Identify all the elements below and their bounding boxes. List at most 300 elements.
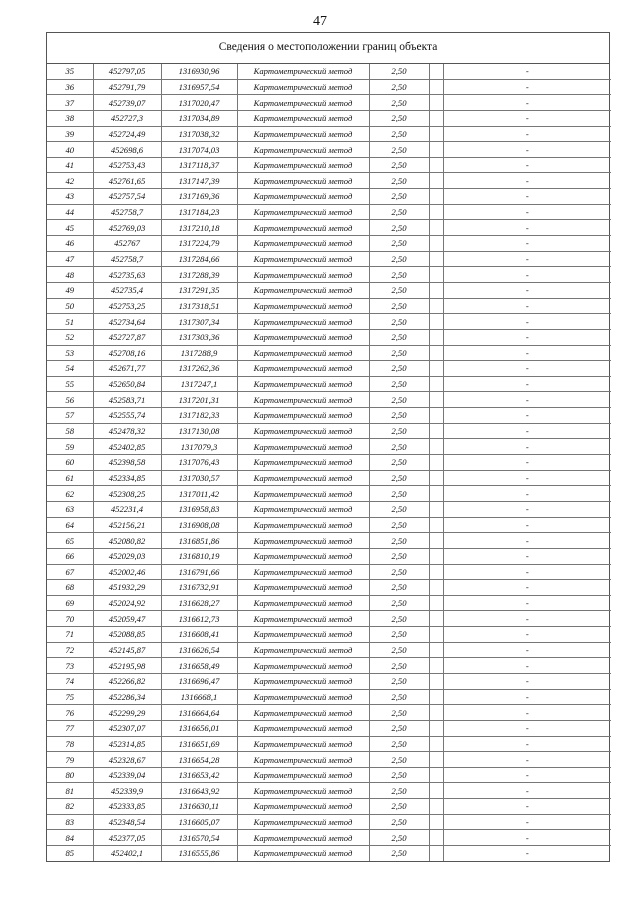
description-cell xyxy=(429,642,443,658)
method-cell: Картометрический метод xyxy=(237,517,369,533)
x-coordinate-cell: 452145,87 xyxy=(93,642,161,658)
description-cell xyxy=(429,517,443,533)
table-row xyxy=(47,204,611,220)
note-cell: - xyxy=(443,314,611,330)
accuracy-cell: 2,50 xyxy=(369,658,429,674)
x-coordinate-cell: 452286,34 xyxy=(93,689,161,705)
x-coordinate-cell: 452029,03 xyxy=(93,548,161,564)
description-cell xyxy=(429,752,443,768)
point-number-cell: 41 xyxy=(47,157,93,173)
y-coordinate-cell: 1316656,01 xyxy=(161,720,237,736)
x-coordinate-cell: 452739,07 xyxy=(93,95,161,111)
note-cell: - xyxy=(443,64,611,79)
y-coordinate-cell: 1317079,3 xyxy=(161,439,237,455)
method-cell: Картометрический метод xyxy=(237,408,369,424)
point-number-cell: 39 xyxy=(47,126,93,142)
y-coordinate-cell: 1317288,9 xyxy=(161,345,237,361)
description-cell xyxy=(429,314,443,330)
x-coordinate-cell: 452328,67 xyxy=(93,752,161,768)
table-row xyxy=(47,142,611,158)
accuracy-cell: 2,50 xyxy=(369,236,429,252)
table-row xyxy=(47,580,611,596)
y-coordinate-cell: 1317169,36 xyxy=(161,189,237,205)
description-cell xyxy=(429,548,443,564)
method-cell: Картометрический метод xyxy=(237,314,369,330)
y-coordinate-cell: 1316651,69 xyxy=(161,736,237,752)
x-coordinate-cell: 452724,49 xyxy=(93,126,161,142)
table-row xyxy=(47,548,611,564)
x-coordinate-cell: 452758,7 xyxy=(93,204,161,220)
y-coordinate-cell: 1317201,31 xyxy=(161,392,237,408)
table-row xyxy=(47,533,611,549)
method-cell: Картометрический метод xyxy=(237,220,369,236)
table-row xyxy=(47,189,611,205)
method-cell: Картометрический метод xyxy=(237,470,369,486)
point-number-cell: 74 xyxy=(47,673,93,689)
point-number-cell: 73 xyxy=(47,658,93,674)
table-row xyxy=(47,110,611,126)
table-row xyxy=(47,799,611,815)
y-coordinate-cell: 1317184,23 xyxy=(161,204,237,220)
description-cell xyxy=(429,486,443,502)
y-coordinate-cell: 1317182,33 xyxy=(161,408,237,424)
note-cell: - xyxy=(443,486,611,502)
method-cell: Картометрический метод xyxy=(237,173,369,189)
note-cell: - xyxy=(443,689,611,705)
accuracy-cell: 2,50 xyxy=(369,814,429,830)
table-row xyxy=(47,126,611,142)
x-coordinate-cell: 452758,7 xyxy=(93,251,161,267)
y-coordinate-cell: 1317284,66 xyxy=(161,251,237,267)
y-coordinate-cell: 1317147,39 xyxy=(161,173,237,189)
method-cell: Картометрический метод xyxy=(237,251,369,267)
table-row xyxy=(47,642,611,658)
description-cell xyxy=(429,564,443,580)
description-cell xyxy=(429,595,443,611)
point-number-cell: 63 xyxy=(47,501,93,517)
point-number-cell: 37 xyxy=(47,95,93,111)
point-number-cell: 76 xyxy=(47,705,93,721)
accuracy-cell: 2,50 xyxy=(369,282,429,298)
x-coordinate-cell: 452266,82 xyxy=(93,673,161,689)
boundary-table-sheet xyxy=(46,32,610,862)
note-cell: - xyxy=(443,470,611,486)
note-cell: - xyxy=(443,501,611,517)
method-cell: Картометрический метод xyxy=(237,705,369,721)
description-cell xyxy=(429,79,443,95)
x-coordinate-cell: 452307,07 xyxy=(93,720,161,736)
method-cell: Картометрический метод xyxy=(237,767,369,783)
point-number-cell: 43 xyxy=(47,189,93,205)
table-row xyxy=(47,720,611,736)
method-cell: Картометрический метод xyxy=(237,752,369,768)
note-cell: - xyxy=(443,705,611,721)
table-row xyxy=(47,392,611,408)
table-row xyxy=(47,814,611,830)
y-coordinate-cell: 1317318,51 xyxy=(161,298,237,314)
y-coordinate-cell: 1317030,57 xyxy=(161,470,237,486)
method-cell: Картометрический метод xyxy=(237,345,369,361)
accuracy-cell: 2,50 xyxy=(369,423,429,439)
note-cell: - xyxy=(443,642,611,658)
description-cell xyxy=(429,282,443,298)
table-row xyxy=(47,455,611,471)
description-cell xyxy=(429,736,443,752)
table-row xyxy=(47,345,611,361)
point-number-cell: 45 xyxy=(47,220,93,236)
description-cell xyxy=(429,110,443,126)
accuracy-cell: 2,50 xyxy=(369,846,429,861)
point-number-cell: 83 xyxy=(47,814,93,830)
table-row xyxy=(47,95,611,111)
description-cell xyxy=(429,345,443,361)
description-cell xyxy=(429,439,443,455)
description-cell xyxy=(429,814,443,830)
method-cell: Картометрический метод xyxy=(237,689,369,705)
method-cell: Картометрический метод xyxy=(237,236,369,252)
x-coordinate-cell: 452156,21 xyxy=(93,517,161,533)
table-row xyxy=(47,767,611,783)
point-number-cell: 35 xyxy=(47,64,93,79)
table-row xyxy=(47,329,611,345)
point-number-cell: 38 xyxy=(47,110,93,126)
method-cell: Картометрический метод xyxy=(237,846,369,861)
note-cell: - xyxy=(443,361,611,377)
description-cell xyxy=(429,236,443,252)
table-row xyxy=(47,423,611,439)
note-cell: - xyxy=(443,517,611,533)
y-coordinate-cell: 1316908,08 xyxy=(161,517,237,533)
note-cell: - xyxy=(443,376,611,392)
method-cell: Картометрический метод xyxy=(237,611,369,627)
point-number-cell: 56 xyxy=(47,392,93,408)
method-cell: Картометрический метод xyxy=(237,673,369,689)
table-row xyxy=(47,251,611,267)
description-cell xyxy=(429,298,443,314)
point-number-cell: 51 xyxy=(47,314,93,330)
table-row xyxy=(47,314,611,330)
y-coordinate-cell: 1317034,89 xyxy=(161,110,237,126)
y-coordinate-cell: 1316851,86 xyxy=(161,533,237,549)
note-cell: - xyxy=(443,392,611,408)
description-cell xyxy=(429,204,443,220)
description-cell xyxy=(429,423,443,439)
x-coordinate-cell: 452753,43 xyxy=(93,157,161,173)
method-cell: Картометрический метод xyxy=(237,580,369,596)
note-cell: - xyxy=(443,204,611,220)
method-cell: Картометрический метод xyxy=(237,126,369,142)
x-coordinate-cell: 452377,05 xyxy=(93,830,161,846)
y-coordinate-cell: 1317011,42 xyxy=(161,486,237,502)
y-coordinate-cell: 1316612,73 xyxy=(161,611,237,627)
point-number-cell: 48 xyxy=(47,267,93,283)
accuracy-cell: 2,50 xyxy=(369,673,429,689)
method-cell: Картометрический метод xyxy=(237,501,369,517)
point-number-cell: 85 xyxy=(47,846,93,861)
description-cell xyxy=(429,329,443,345)
note-cell: - xyxy=(443,720,611,736)
note-cell: - xyxy=(443,110,611,126)
point-number-cell: 52 xyxy=(47,329,93,345)
description-cell xyxy=(429,126,443,142)
table-row xyxy=(47,517,611,533)
point-number-cell: 70 xyxy=(47,611,93,627)
method-cell: Картометрический метод xyxy=(237,392,369,408)
accuracy-cell: 2,50 xyxy=(369,392,429,408)
x-coordinate-cell: 452797,05 xyxy=(93,64,161,79)
y-coordinate-cell: 1316626,54 xyxy=(161,642,237,658)
method-cell: Картометрический метод xyxy=(237,110,369,126)
y-coordinate-cell: 1317076,43 xyxy=(161,455,237,471)
point-number-cell: 84 xyxy=(47,830,93,846)
y-coordinate-cell: 1317038,32 xyxy=(161,126,237,142)
y-coordinate-cell: 1316570,54 xyxy=(161,830,237,846)
description-cell xyxy=(429,361,443,377)
method-cell: Картометрический метод xyxy=(237,95,369,111)
x-coordinate-cell: 452727,3 xyxy=(93,110,161,126)
x-coordinate-cell: 452088,85 xyxy=(93,627,161,643)
table-row xyxy=(47,564,611,580)
point-number-cell: 50 xyxy=(47,298,93,314)
x-coordinate-cell: 452024,92 xyxy=(93,595,161,611)
method-cell: Картометрический метод xyxy=(237,642,369,658)
accuracy-cell: 2,50 xyxy=(369,204,429,220)
table-row xyxy=(47,627,611,643)
point-number-cell: 54 xyxy=(47,361,93,377)
x-coordinate-cell: 452671,77 xyxy=(93,361,161,377)
accuracy-cell: 2,50 xyxy=(369,486,429,502)
note-cell: - xyxy=(443,533,611,549)
accuracy-cell: 2,50 xyxy=(369,705,429,721)
point-number-cell: 58 xyxy=(47,423,93,439)
table-row xyxy=(47,783,611,799)
accuracy-cell: 2,50 xyxy=(369,329,429,345)
method-cell: Картометрический метод xyxy=(237,204,369,220)
accuracy-cell: 2,50 xyxy=(369,314,429,330)
table-row xyxy=(47,64,611,79)
note-cell: - xyxy=(443,267,611,283)
point-number-cell: 77 xyxy=(47,720,93,736)
accuracy-cell: 2,50 xyxy=(369,580,429,596)
table-title-row xyxy=(47,33,609,64)
accuracy-cell: 2,50 xyxy=(369,439,429,455)
point-number-cell: 72 xyxy=(47,642,93,658)
description-cell xyxy=(429,455,443,471)
accuracy-cell: 2,50 xyxy=(369,564,429,580)
point-number-cell: 67 xyxy=(47,564,93,580)
description-cell xyxy=(429,673,443,689)
description-cell xyxy=(429,720,443,736)
accuracy-cell: 2,50 xyxy=(369,611,429,627)
point-number-cell: 68 xyxy=(47,580,93,596)
note-cell: - xyxy=(443,173,611,189)
accuracy-cell: 2,50 xyxy=(369,110,429,126)
accuracy-cell: 2,50 xyxy=(369,298,429,314)
description-cell xyxy=(429,392,443,408)
y-coordinate-cell: 1317303,36 xyxy=(161,329,237,345)
method-cell: Картометрический метод xyxy=(237,423,369,439)
method-cell: Картометрический метод xyxy=(237,627,369,643)
note-cell: - xyxy=(443,251,611,267)
table-row xyxy=(47,376,611,392)
description-cell xyxy=(429,783,443,799)
note-cell: - xyxy=(443,580,611,596)
y-coordinate-cell: 1317118,37 xyxy=(161,157,237,173)
coordinates-table xyxy=(47,64,611,861)
table-row xyxy=(47,282,611,298)
table-title: Сведения о местоположении границ объекта xyxy=(218,41,438,53)
y-coordinate-cell: 1316958,83 xyxy=(161,501,237,517)
point-number-cell: 66 xyxy=(47,548,93,564)
y-coordinate-cell: 1316930,96 xyxy=(161,64,237,79)
method-cell: Картометрический метод xyxy=(237,455,369,471)
accuracy-cell: 2,50 xyxy=(369,470,429,486)
table-row xyxy=(47,658,611,674)
table-row xyxy=(47,595,611,611)
accuracy-cell: 2,50 xyxy=(369,455,429,471)
x-coordinate-cell: 451932,29 xyxy=(93,580,161,596)
accuracy-cell: 2,50 xyxy=(369,267,429,283)
x-coordinate-cell: 452555,74 xyxy=(93,408,161,424)
method-cell: Картометрический метод xyxy=(237,79,369,95)
point-number-cell: 36 xyxy=(47,79,93,95)
method-cell: Картометрический метод xyxy=(237,720,369,736)
table-row xyxy=(47,220,611,236)
x-coordinate-cell: 452735,4 xyxy=(93,282,161,298)
y-coordinate-cell: 1316810,19 xyxy=(161,548,237,564)
method-cell: Картометрический метод xyxy=(237,736,369,752)
x-coordinate-cell: 452727,87 xyxy=(93,329,161,345)
x-coordinate-cell: 452769,03 xyxy=(93,220,161,236)
note-cell: - xyxy=(443,408,611,424)
accuracy-cell: 2,50 xyxy=(369,517,429,533)
x-coordinate-cell: 452708,16 xyxy=(93,345,161,361)
y-coordinate-cell: 1317074,03 xyxy=(161,142,237,158)
point-number-cell: 60 xyxy=(47,455,93,471)
method-cell: Картометрический метод xyxy=(237,376,369,392)
method-cell: Картометрический метод xyxy=(237,548,369,564)
description-cell xyxy=(429,658,443,674)
table-row xyxy=(47,408,611,424)
point-number-cell: 81 xyxy=(47,783,93,799)
table-row xyxy=(47,236,611,252)
x-coordinate-cell: 452753,25 xyxy=(93,298,161,314)
description-cell xyxy=(429,501,443,517)
description-cell xyxy=(429,830,443,846)
y-coordinate-cell: 1316791,66 xyxy=(161,564,237,580)
x-coordinate-cell: 452334,85 xyxy=(93,470,161,486)
point-number-cell: 46 xyxy=(47,236,93,252)
description-cell xyxy=(429,408,443,424)
y-coordinate-cell: 1316608,41 xyxy=(161,627,237,643)
point-number-cell: 53 xyxy=(47,345,93,361)
x-coordinate-cell: 452698,6 xyxy=(93,142,161,158)
accuracy-cell: 2,50 xyxy=(369,126,429,142)
note-cell: - xyxy=(443,814,611,830)
point-number-cell: 82 xyxy=(47,799,93,815)
table-row xyxy=(47,267,611,283)
table-row xyxy=(47,79,611,95)
note-cell: - xyxy=(443,752,611,768)
accuracy-cell: 2,50 xyxy=(369,79,429,95)
description-cell xyxy=(429,846,443,861)
note-cell: - xyxy=(443,189,611,205)
table-row xyxy=(47,611,611,627)
y-coordinate-cell: 1316732,91 xyxy=(161,580,237,596)
y-coordinate-cell: 1317130,08 xyxy=(161,423,237,439)
note-cell: - xyxy=(443,736,611,752)
note-cell: - xyxy=(443,627,611,643)
x-coordinate-cell: 452791,79 xyxy=(93,79,161,95)
y-coordinate-cell: 1316696,47 xyxy=(161,673,237,689)
note-cell: - xyxy=(443,439,611,455)
y-coordinate-cell: 1317307,34 xyxy=(161,314,237,330)
x-coordinate-cell: 452314,85 xyxy=(93,736,161,752)
table-row xyxy=(47,673,611,689)
note-cell: - xyxy=(443,611,611,627)
accuracy-cell: 2,50 xyxy=(369,189,429,205)
point-number-cell: 47 xyxy=(47,251,93,267)
y-coordinate-cell: 1317210,18 xyxy=(161,220,237,236)
point-number-cell: 44 xyxy=(47,204,93,220)
point-number-cell: 69 xyxy=(47,595,93,611)
page-number: 47 xyxy=(313,14,327,29)
note-cell: - xyxy=(443,423,611,439)
accuracy-cell: 2,50 xyxy=(369,142,429,158)
method-cell: Картометрический метод xyxy=(237,814,369,830)
y-coordinate-cell: 1317288,39 xyxy=(161,267,237,283)
note-cell: - xyxy=(443,799,611,815)
method-cell: Картометрический метод xyxy=(237,658,369,674)
x-coordinate-cell: 452339,9 xyxy=(93,783,161,799)
point-number-cell: 61 xyxy=(47,470,93,486)
accuracy-cell: 2,50 xyxy=(369,533,429,549)
note-cell: - xyxy=(443,345,611,361)
table-row xyxy=(47,689,611,705)
note-cell: - xyxy=(443,673,611,689)
x-coordinate-cell: 452333,85 xyxy=(93,799,161,815)
note-cell: - xyxy=(443,79,611,95)
accuracy-cell: 2,50 xyxy=(369,783,429,799)
accuracy-cell: 2,50 xyxy=(369,830,429,846)
note-cell: - xyxy=(443,846,611,861)
point-number-cell: 64 xyxy=(47,517,93,533)
y-coordinate-cell: 1316628,27 xyxy=(161,595,237,611)
description-cell xyxy=(429,627,443,643)
table-row xyxy=(47,298,611,314)
accuracy-cell: 2,50 xyxy=(369,408,429,424)
point-number-cell: 75 xyxy=(47,689,93,705)
point-number-cell: 79 xyxy=(47,752,93,768)
y-coordinate-cell: 1317224,79 xyxy=(161,236,237,252)
y-coordinate-cell: 1317020,47 xyxy=(161,95,237,111)
note-cell: - xyxy=(443,157,611,173)
note-cell: - xyxy=(443,329,611,345)
method-cell: Картометрический метод xyxy=(237,298,369,314)
point-number-cell: 55 xyxy=(47,376,93,392)
method-cell: Картометрический метод xyxy=(237,439,369,455)
point-number-cell: 78 xyxy=(47,736,93,752)
point-number-cell: 62 xyxy=(47,486,93,502)
note-cell: - xyxy=(443,298,611,314)
description-cell xyxy=(429,220,443,236)
accuracy-cell: 2,50 xyxy=(369,173,429,189)
table-row xyxy=(47,501,611,517)
accuracy-cell: 2,50 xyxy=(369,157,429,173)
y-coordinate-cell: 1316664,64 xyxy=(161,705,237,721)
x-coordinate-cell: 452650,84 xyxy=(93,376,161,392)
x-coordinate-cell: 452195,98 xyxy=(93,658,161,674)
